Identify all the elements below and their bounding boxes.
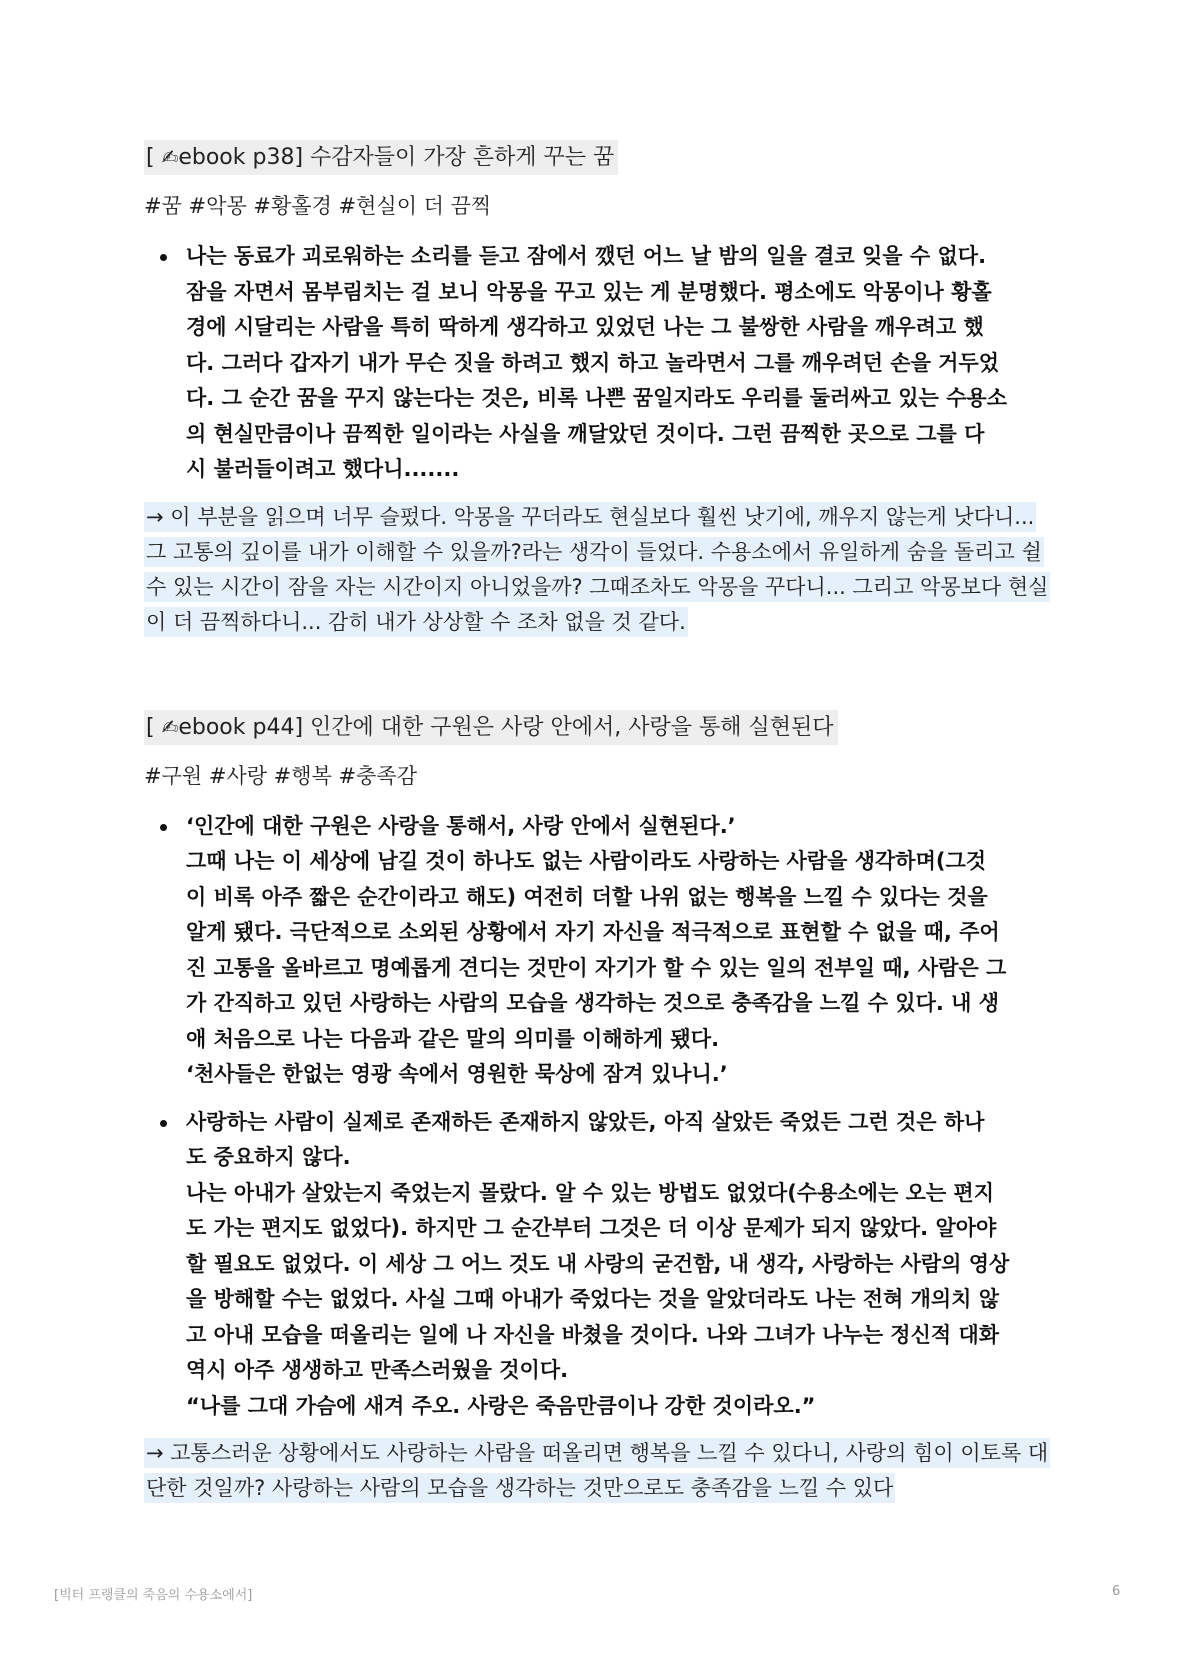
quote-item: 사랑하는 사람이 실제로 존재하든 존재하지 않았든, 아직 살았든 죽었든 그런 것은 하나 도 중요하지 않다. 나는 아내가 살았는지 죽었는지 몰랐다. 알 수 있는 방법도 없었다(수용소에는 오는 편지 도 가는 편지도 없었다). 하지만 그 순간부터 그것은 더 이상 문제가 되지 않았다. 알아야 할 필요도 없었다. 이 세상 그 어느 것도 내 사랑의 굳건함, 내 생각, 사랑하는 사람의 영상 을 방해할 수는 없었다. 사실 그때 아내가 죽었다는 것을 알았더라도 나는 전혀 개의치 않 고 아내 모습을 떠올리는 일에 나 자신을 바쳤을 것이다. 나와 그녀가 나누는 정신적 대화 역시 아주 생생하고 만족스러웠을 것이다. “나를 그대 가슴에 새겨 주오. 사랑은 죽음만큼이나 강한 것이라오.” [186,1105,1054,1425]
quote-list [144,809,1054,1425]
quote-item: ‘인간에 대한 구원은 사랑을 통해서, 사랑 안에서 실현된다.’ 그때 나는 이 세상에 남길 것이 하나도 없는 사람이라도 사랑하는 사람을 생각하며(그것 이 비록 아주 짧은 순간이라고 해도) 여전히 더할 나위 없는 행복을 느낄 수 있다는 것을 알게 됐다. 극단적으로 소외된 상황에서 자기 자신을 적극적으로 표현할 수 없을 때, 주어 진 고통을 올바르고 명예롭게 견디는 것만이 자기가 할 수 있는 일의 전부일 때, 사람은 그 가 간직하고 있던 사랑하는 사람의 모습을 생각하는 것으로 충족감을 느낄 수 있다. 내 생 애 처음으로 나는 다음과 같은 말의 의미를 이해하게 됐다. ‘천사들은 한없는 영광 속에서 영원한 묵상에 잠겨 있나니.’ [186,809,1054,1093]
footer-page-number: 6 [1112,1584,1121,1599]
section-2 [144,710,1054,1507]
reflection-text: → 이 부분을 읽으며 너무 슬펐다. 악몽을 꾸더라도 현실보다 훨씬 낫기에, 깨우지 않는게 낫다니... 그 고통의 깊이를 내가 이해할 수 있을까?라는 생각이 들었다. 수용소에서 유일하게 숨을 돌리고 쉴 수 있는 시간이 잠을 자는 시간이지 아니었을까? 그때조차도 악몽을 꾸다니... 그리고 악몽보다 현실이 더 끔찍하다니... 감히 내가 상상할 수 조차 없을 것 같다. [144,502,1050,637]
heading-text: ebook p44] 인간에 대한 구원은 사랑 안에서, 사랑을 통해 실현된다 [178,714,834,740]
page-content [144,140,1054,1506]
quote-list [144,239,1054,488]
reflection-note [144,500,1054,640]
hashtags: #구원 #사랑 #행복 #충족감 [144,763,417,788]
writing-hand-icon: ✍ [161,714,179,739]
heading-bracket: [ [146,714,162,740]
section-heading [144,140,618,175]
heading-text: ebook p38] 수감자들이 가장 흔하게 꾸는 꿈 [178,145,615,170]
section-heading [144,710,838,745]
heading-bracket: [ [146,145,162,170]
reflection-note [144,1436,1054,1506]
writing-hand-icon: ✍ [161,145,179,169]
hashtags: #꿈 #악몽 #황홀경 #현실이 더 끔찍 [144,194,492,218]
footer-document-title: [빅터 프랭클의 죽음의 수용소에서] [54,1588,253,1603]
reflection-text: → 고통스러운 상황에서도 사랑하는 사람을 떠올리면 행복을 느낄 수 있다니, 사랑의 힘이 이토록 대단한 것일까? 사랑하는 사람의 모습을 생각하는 것만으로도 충족감을 느낄 수 있다 [144,1438,1050,1503]
quote-item: 나는 동료가 괴로워하는 소리를 듣고 잠에서 깼던 어느 날 밤의 일을 결코 잊을 수 없다. 잠을 자면서 몸부림치는 걸 보니 악몽을 꾸고 있는 게 분명했다. 평소에도 악몽이나 황홀 경에 시달리는 사람을 특히 딱하게 생각하고 있었던 나는 그 불쌍한 사람을 깨우려고 했 다. 그러다 갑자기 내가 무슨 짓을 하려고 했지 하고 놀라면서 그를 깨우려던 손을 거두었 다. 그 순간 꿈을 꾸지 않는다는 것은, 비록 나쁜 꿈일지라도 우리를 둘러싸고 있는 수용소 의 현실만큼이나 끔찍한 일이라는 사실을 깨달았던 것이다. 그런 끔찍한 곳으로 그를 다 시 불러들이려고 했다니....... [186,239,1054,488]
section-1 [144,140,1054,640]
